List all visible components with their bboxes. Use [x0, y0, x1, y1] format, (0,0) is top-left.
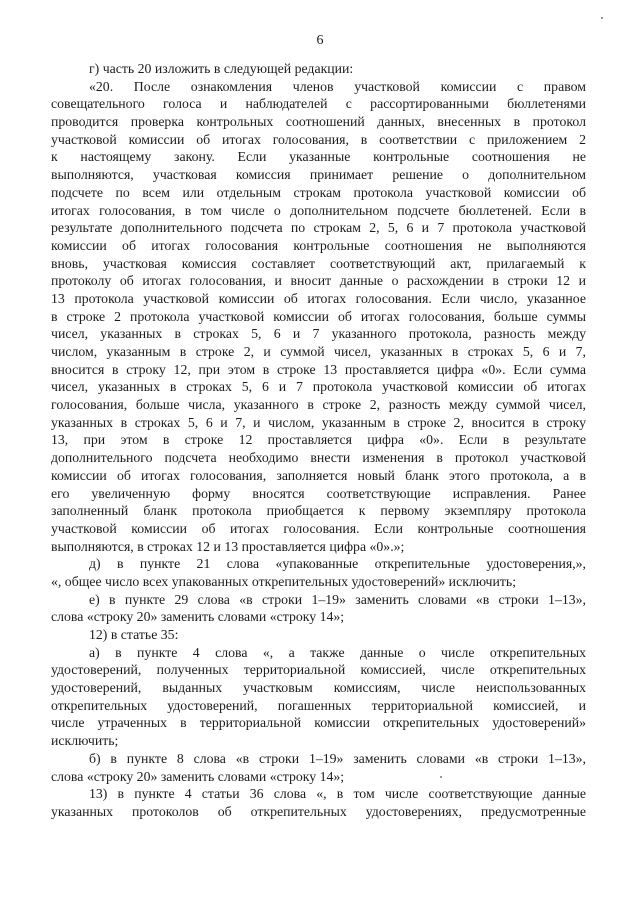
- text-line: чисел, указанных в строках 5, 6 и 7 указанного протокола, разность между: [51, 326, 586, 342]
- text-line: е) в пункте 29 слова «в строки 1–19» заменить словами «в строки 1–13»,: [89, 591, 586, 607]
- text-line: числе утраченных в территориальной комиссии открепительных удостоверений»: [51, 715, 586, 731]
- text-line: к настоящему закону. Если указанные контрольные соотношения не: [51, 149, 586, 165]
- text-line: открепительных удостоверений, погашенных территориальной комиссией, и: [51, 697, 586, 713]
- text-line: подсчете по всем или отдельным строкам протокола участковой комиссии об: [51, 184, 586, 200]
- text-line: комиссии об итогах голосования, заполняется новый бланк этого протокола, а в: [51, 467, 586, 483]
- text-line: совещательного голоса и наблюдателей с рассортированными бюллетенями: [51, 96, 586, 112]
- text-line: удостоверений, полученных территориальной комиссией, числе открепительных: [51, 662, 586, 678]
- text-line: удостоверений, выданных участковым комиссиям, числе неиспользованных: [51, 680, 586, 696]
- page-number: 6: [316, 33, 324, 48]
- text-line: д) в пункте 21 слова «упакованные открепительные удостоверения,»,: [89, 556, 586, 572]
- text-line: а) в пункте 4 слова «, а также данные о числе открепительных: [89, 644, 586, 660]
- scan-speck: [440, 776, 442, 778]
- text-line: 12) в статье 35:: [89, 627, 179, 642]
- text-line: комиссии об итогах голосования контрольные соотношения не выполняются: [51, 237, 586, 253]
- text-line: исключить;: [51, 733, 119, 749]
- text-line: результате дополнительного подсчета по строкам 2, 5, 6 и 7 протокола участковой: [51, 220, 586, 236]
- text-line: 13, при этом в строке 12 проставляется цифра «0». Если в результате: [51, 432, 586, 448]
- text-line: в строке 2 протокола участковой комиссии об итогах голосования, больше суммы: [51, 308, 586, 324]
- text-line: дополнительного подсчета необходимо внести изменения в протокол участковой: [51, 450, 586, 466]
- text-line: его увеличенную форму вносятся соответствующие исправления. Ранее: [51, 485, 586, 501]
- text-line: указанных в строках 5, 6 и 7, и числом, указанным в строке 2, вносится в строку: [51, 414, 586, 430]
- text-line: чисел, указанных в строках 5, 6 и 7 протокола участковой комиссии об итогах: [51, 379, 586, 395]
- text-line: выполняются, участковая комиссия принимает решение о дополнительном: [51, 167, 586, 183]
- text-line: слова «строку 20» заменить словами «строку 14»;: [51, 768, 345, 784]
- text-line: б) в пункте 8 слова «в строки 1–19» заменить словами «в строки 1–13»,: [89, 750, 586, 766]
- text-line: участковой комиссии об итогах голосования, в соответствии с приложением 2: [51, 131, 586, 147]
- text-line: проводится проверка контрольных соотношений данных, внесенных в протокол: [51, 114, 586, 130]
- text-line: числом, указанным в строке 2, и суммой чисел, указанных в строках 5, 6 и 7,: [51, 344, 586, 359]
- text-line: вновь, участковая комиссия составляет соответствующий акт, прилагаемый к: [51, 255, 586, 271]
- document-body: [51, 60, 586, 821]
- text-line: «20. После ознакомления членов участковой комиссии с правом: [89, 78, 586, 94]
- text-line: вносится в строку 12, при этом в строке 13 проставляется цифра «0». Если сумма: [51, 361, 586, 377]
- text-line: участковой комиссии об итогах голосования. Если контрольные соотношения: [51, 520, 586, 536]
- text-line: итогах голосования, в том числе о дополнительном подсчете бюллетеней. Если в: [51, 202, 586, 218]
- text-line: протоколу об итогах голосования, и вносит данные о расхождении в строки 12 и: [51, 273, 586, 289]
- text-line: голосования, больше числа, указанного в строке 2, разность между суммой чисел,: [51, 397, 586, 413]
- text-line: заполненный бланк протокола приобщается к первому экземпляру протокола: [51, 503, 586, 519]
- text-line: «, общее число всех упакованных открепительных удостоверений» исключить;: [51, 573, 517, 589]
- text-line: указанных протоколов об открепительных удостоверениях, предусмотренные: [51, 803, 586, 819]
- text-line: выполняются, в строках 12 и 13 проставляется цифра «0».»;: [51, 538, 405, 554]
- text-line: г) часть 20 изложить в следующей редакции:: [89, 61, 354, 76]
- text-line: 13) в пункте 4 статьи 36 слова «, в том числе соответствующие данные: [89, 786, 586, 802]
- text-line: слова «строку 20» заменить словами «строку 14»;: [51, 609, 345, 625]
- scan-speck: [601, 17, 603, 19]
- text-line: 13 протокола участковой комиссии об итогах голосования. Если число, указанное: [51, 290, 586, 306]
